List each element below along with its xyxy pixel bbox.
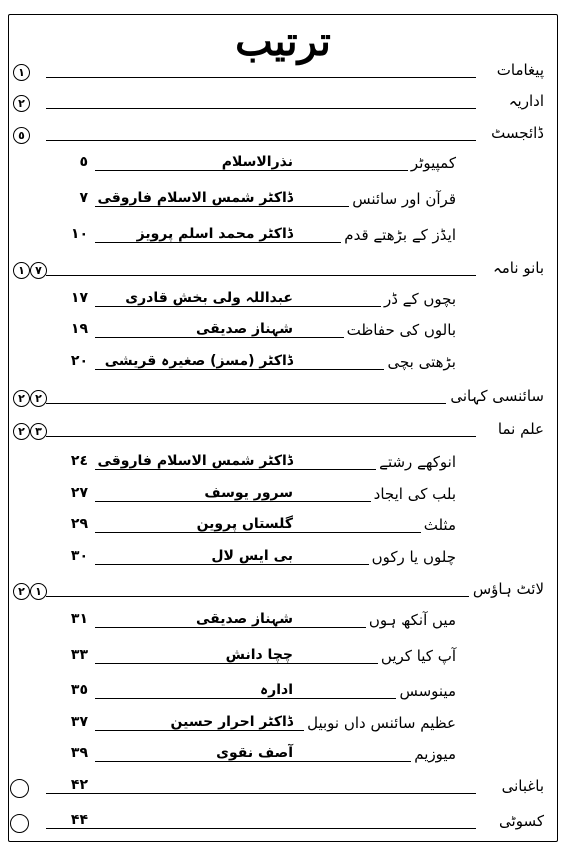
- page-number: ٢٤: [70, 453, 88, 469]
- leader-line: [46, 140, 476, 141]
- page-digit-circle: ٢: [13, 390, 30, 407]
- toc-section-row[interactable]: [0, 120, 566, 150]
- page-number: ٢٧: [70, 485, 88, 501]
- page-digit-circle: ٣: [30, 423, 47, 440]
- leader-line: [46, 596, 476, 597]
- article-title: کمپیوٹر: [408, 154, 456, 172]
- leader-line: [46, 108, 476, 109]
- page-digit-circle: ٢: [30, 390, 47, 407]
- article-author: آصف نقوی: [213, 745, 296, 761]
- article-author: نذرالاسلام: [219, 154, 296, 170]
- article-title: قرآن اور سائنس: [349, 190, 456, 208]
- leader-line: [46, 828, 476, 829]
- toc-article-row[interactable]: [0, 349, 566, 379]
- page-digit-circle: ٧: [30, 262, 47, 279]
- toc-article-row[interactable]: [0, 643, 566, 673]
- page-digit-circle: ٢: [13, 583, 30, 600]
- article-author: شہناز صدیقی: [193, 321, 296, 337]
- page-number: ۴۲: [70, 777, 88, 793]
- leader-line: [46, 403, 476, 404]
- leader-line: [46, 793, 476, 794]
- empty-circle-marker: [10, 779, 29, 798]
- leader-line: [46, 436, 476, 437]
- toc-article-row[interactable]: [0, 607, 566, 637]
- page-number: ٣٩: [70, 745, 88, 761]
- page-digit-circle: ١: [30, 583, 47, 600]
- page-digit-circle: ٥: [13, 127, 30, 144]
- toc-article-row[interactable]: [0, 678, 566, 708]
- article-author: ادارہ: [257, 682, 296, 698]
- article-author: سرور یوسف: [201, 485, 296, 501]
- page-number-badge: [13, 423, 47, 440]
- article-title: ایڈز کے بڑھتے قدم: [341, 226, 456, 244]
- toc-section-row[interactable]: [0, 808, 566, 838]
- page-number: ٥: [79, 154, 88, 170]
- toc-article-row[interactable]: [0, 741, 566, 771]
- toc-article-row[interactable]: [0, 186, 566, 216]
- article-author: گلستاں پروین: [194, 516, 296, 532]
- page-number: ٣٠: [70, 548, 88, 564]
- page-digit-circle: ٢: [13, 423, 30, 440]
- article-author: شہناز صدیقی: [193, 611, 296, 627]
- page-number-badge: [13, 390, 47, 407]
- section-title: پیغامات: [493, 61, 544, 79]
- toc-section-row[interactable]: [0, 57, 566, 87]
- toc-article-row[interactable]: [0, 481, 566, 511]
- page-number: ٢٩: [70, 516, 88, 532]
- toc-article-row[interactable]: [0, 710, 566, 740]
- page-number-badge: [13, 583, 47, 600]
- leader-line: [46, 275, 476, 276]
- toc-section-row[interactable]: [0, 576, 566, 606]
- article-title: آپ کیا کریں: [378, 647, 456, 665]
- page-number: ٣٣: [70, 647, 88, 663]
- page-number-badge: [13, 64, 30, 81]
- page-digit-circle: ١: [13, 64, 30, 81]
- article-title: چلوں یا رکوں: [369, 548, 456, 566]
- page-title: ترتیب: [235, 18, 331, 65]
- page-number: ١٩: [70, 321, 88, 337]
- article-author: بی ایس لال: [208, 548, 296, 564]
- toc-section-row[interactable]: [0, 88, 566, 118]
- page-number: ١٠: [70, 226, 88, 242]
- section-title: سائنسی کہانی: [446, 387, 544, 405]
- toc-article-row[interactable]: [0, 544, 566, 574]
- article-title: عظیم سائنس داں نوبیل: [304, 714, 456, 732]
- article-title: میوزیم: [411, 745, 456, 763]
- section-title: بانو نامہ: [489, 259, 544, 277]
- article-title: بلب کی ایجاد: [371, 485, 456, 503]
- toc-section-row[interactable]: [0, 416, 566, 446]
- toc-section-row[interactable]: [0, 255, 566, 285]
- section-title: ڈائجسٹ: [487, 124, 544, 142]
- leader-line: [95, 532, 456, 533]
- page-number: ٧: [79, 190, 88, 206]
- section-title: علم نما: [494, 420, 544, 438]
- toc-article-row[interactable]: [0, 222, 566, 252]
- article-author: ڈاکٹر شمس الاسلام فاروقی: [94, 453, 296, 469]
- page-digit-circle: ١: [13, 262, 30, 279]
- leader-line: [95, 170, 456, 171]
- toc-section-row[interactable]: [0, 773, 566, 803]
- toc-article-row[interactable]: [0, 449, 566, 479]
- page-number: ٢٠: [70, 353, 88, 369]
- article-title: بچوں کے ڈر: [381, 290, 456, 308]
- toc-article-row[interactable]: [0, 317, 566, 347]
- page-number: ٣٥: [70, 682, 88, 698]
- toc-article-row[interactable]: [0, 512, 566, 542]
- leader-line: [46, 77, 476, 78]
- article-author: چچا دانش: [223, 647, 296, 663]
- section-title: باغبانی: [498, 777, 544, 795]
- article-title: مثلث: [421, 516, 456, 534]
- page-number-badge: [13, 127, 30, 144]
- page-digit-circle: ٢: [13, 95, 30, 112]
- section-title: اداریہ: [505, 92, 544, 110]
- section-title: لائٹ ہاؤس: [469, 580, 544, 598]
- article-author: ڈاکٹر احرار حسین: [168, 714, 296, 730]
- page-number: ۴۴: [70, 812, 88, 828]
- toc-section-row[interactable]: [0, 383, 566, 413]
- section-title: کسوٹی: [495, 812, 544, 830]
- page-number-badge: [13, 95, 30, 112]
- article-title: بالوں کی حفاظت: [344, 321, 456, 339]
- article-author: ڈاکٹر شمس الاسلام فاروقی: [94, 190, 296, 206]
- leader-line: [95, 761, 456, 762]
- article-title: انوکھے رشتے: [376, 453, 456, 471]
- article-title: مینوسس: [396, 682, 456, 700]
- toc-article-row[interactable]: [0, 286, 566, 316]
- empty-circle-marker: [10, 814, 29, 833]
- toc-article-row[interactable]: [0, 150, 566, 180]
- article-title: بڑھتی بچی: [384, 353, 456, 371]
- page-number: ٣٧: [70, 714, 88, 730]
- article-author: ڈاکٹر (مسز) صغیرہ قریشی: [102, 353, 296, 369]
- article-author: ڈاکٹر محمد اسلم پرویز: [134, 226, 296, 242]
- page-number-badge: [13, 262, 47, 279]
- article-title: میں آنکھ ہوں: [366, 611, 456, 629]
- article-author: عبداللہ ولی بخش قادری: [122, 290, 296, 306]
- page-number: ١٧: [70, 290, 88, 306]
- page-number: ٣١: [70, 611, 88, 627]
